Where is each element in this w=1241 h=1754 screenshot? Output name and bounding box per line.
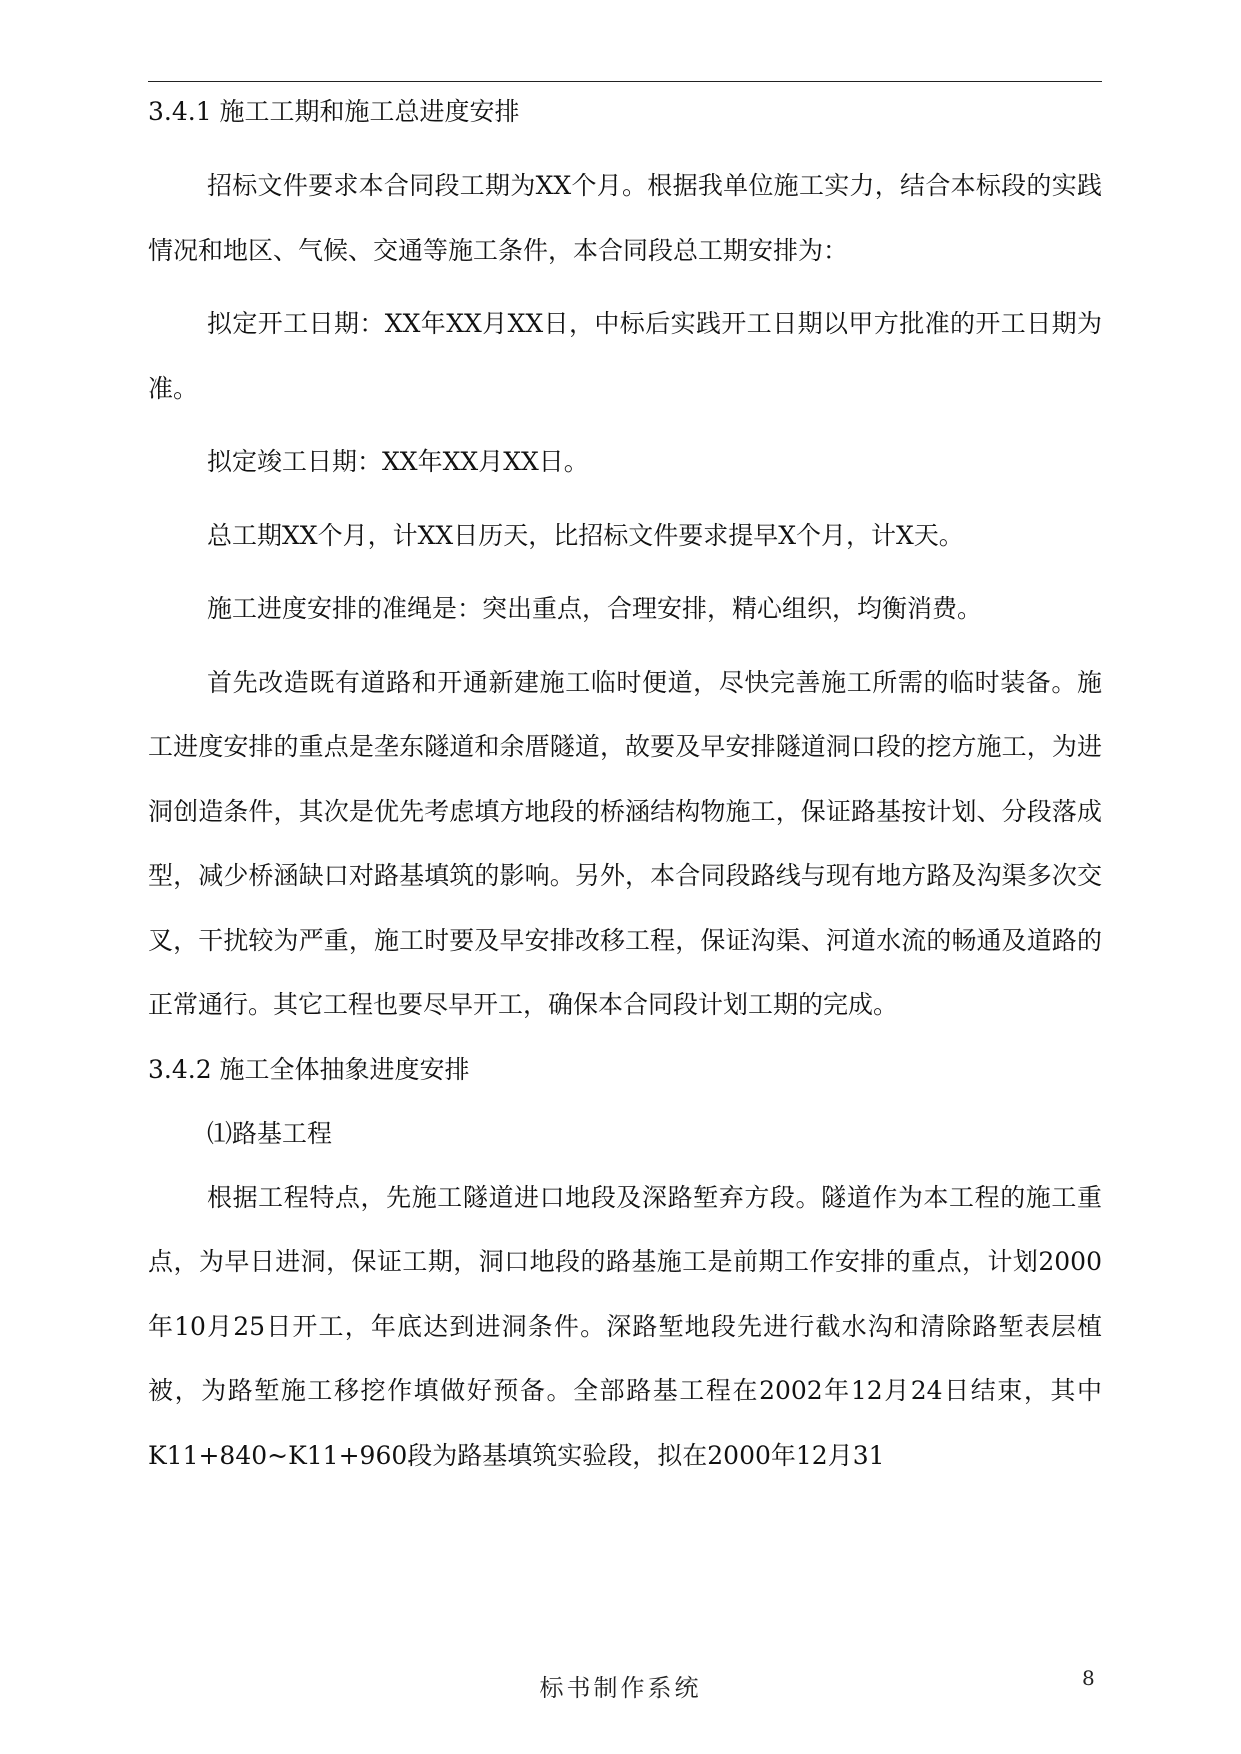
paragraph-planned-completion: 拟定竣工日期：XX年XX月XX日。 bbox=[207, 447, 589, 476]
paragraph-roadbed-plan: 根据工程特点，先施工隧道进口地段及深路堑弃方段。隧道作为本工程的施工重点，为早日进洞，保证工期，洞口地段的路基施工是前期工作安排的重点，计划2000年10月25日开工，年底达到进洞条件。深路堑地段先进行截水沟和清除路堑表层植被，为路堑施工移挖作填做好预备。全部路基工程在2002年12月24日结束，其中K11+840~K11+960段为路基填筑实验段，拟在2000年12月31 bbox=[148, 1182, 1102, 1470]
paragraph-duration-requirement: 招标文件要求本合同段工期为XX个月。根据我单位施工实力，结合本标段的实践情况和地区、气候、交通等施工条件，本合同段总工期安排为： bbox=[148, 171, 1102, 265]
subsection-roadbed: ⑴路基工程 bbox=[207, 1118, 333, 1148]
footer-title: 标书制作系统 bbox=[539, 1674, 702, 1702]
paragraph-total-duration: 总工期XX个月，计XX日历天，比招标文件要求提早X个月，计X天。 bbox=[207, 520, 964, 550]
header-rule bbox=[148, 81, 1102, 82]
paragraph-principles: 施工进度安排的准绳是：突出重点，合理安排，精心组织，均衡消费。 bbox=[207, 594, 983, 623]
paragraph-planned-start: 拟定开工日期：XX年XX月XX日，中标后实践开工日期以甲方批准的开工日期为准。 bbox=[148, 309, 1102, 403]
document-body bbox=[148, 96, 1102, 1488]
section-heading-3-4-1: 3.4.1 施工工期和施工总进度安排 bbox=[148, 97, 520, 126]
paragraph-schedule-focus: 首先改造既有道路和开通新建施工临时便道，尽快完善施工所需的临时装备。施工进度安排的重点是垄东隧道和余厝隧道，故要及早安排隧道洞口段的挖方施工，为进洞创造条件，其次是优先考虑填方地段的桥涵结构物施工，保证路基按计划、分段落成型，减少桥涵缺口对路基填筑的影响。另外，本合同段路线与现有地方路及沟渠多次交叉，干扰较为严重，施工时要及早安排改移工程，保证沟渠、河道水流的畅通及道路的正常通行。其它工程也要尽早开工，确保本合同段计划工期的完成。 bbox=[148, 667, 1102, 1019]
section-heading-3-4-2: 3.4.2 施工全体抽象进度安排 bbox=[148, 1054, 470, 1084]
page-number: 8 bbox=[1082, 1666, 1095, 1690]
